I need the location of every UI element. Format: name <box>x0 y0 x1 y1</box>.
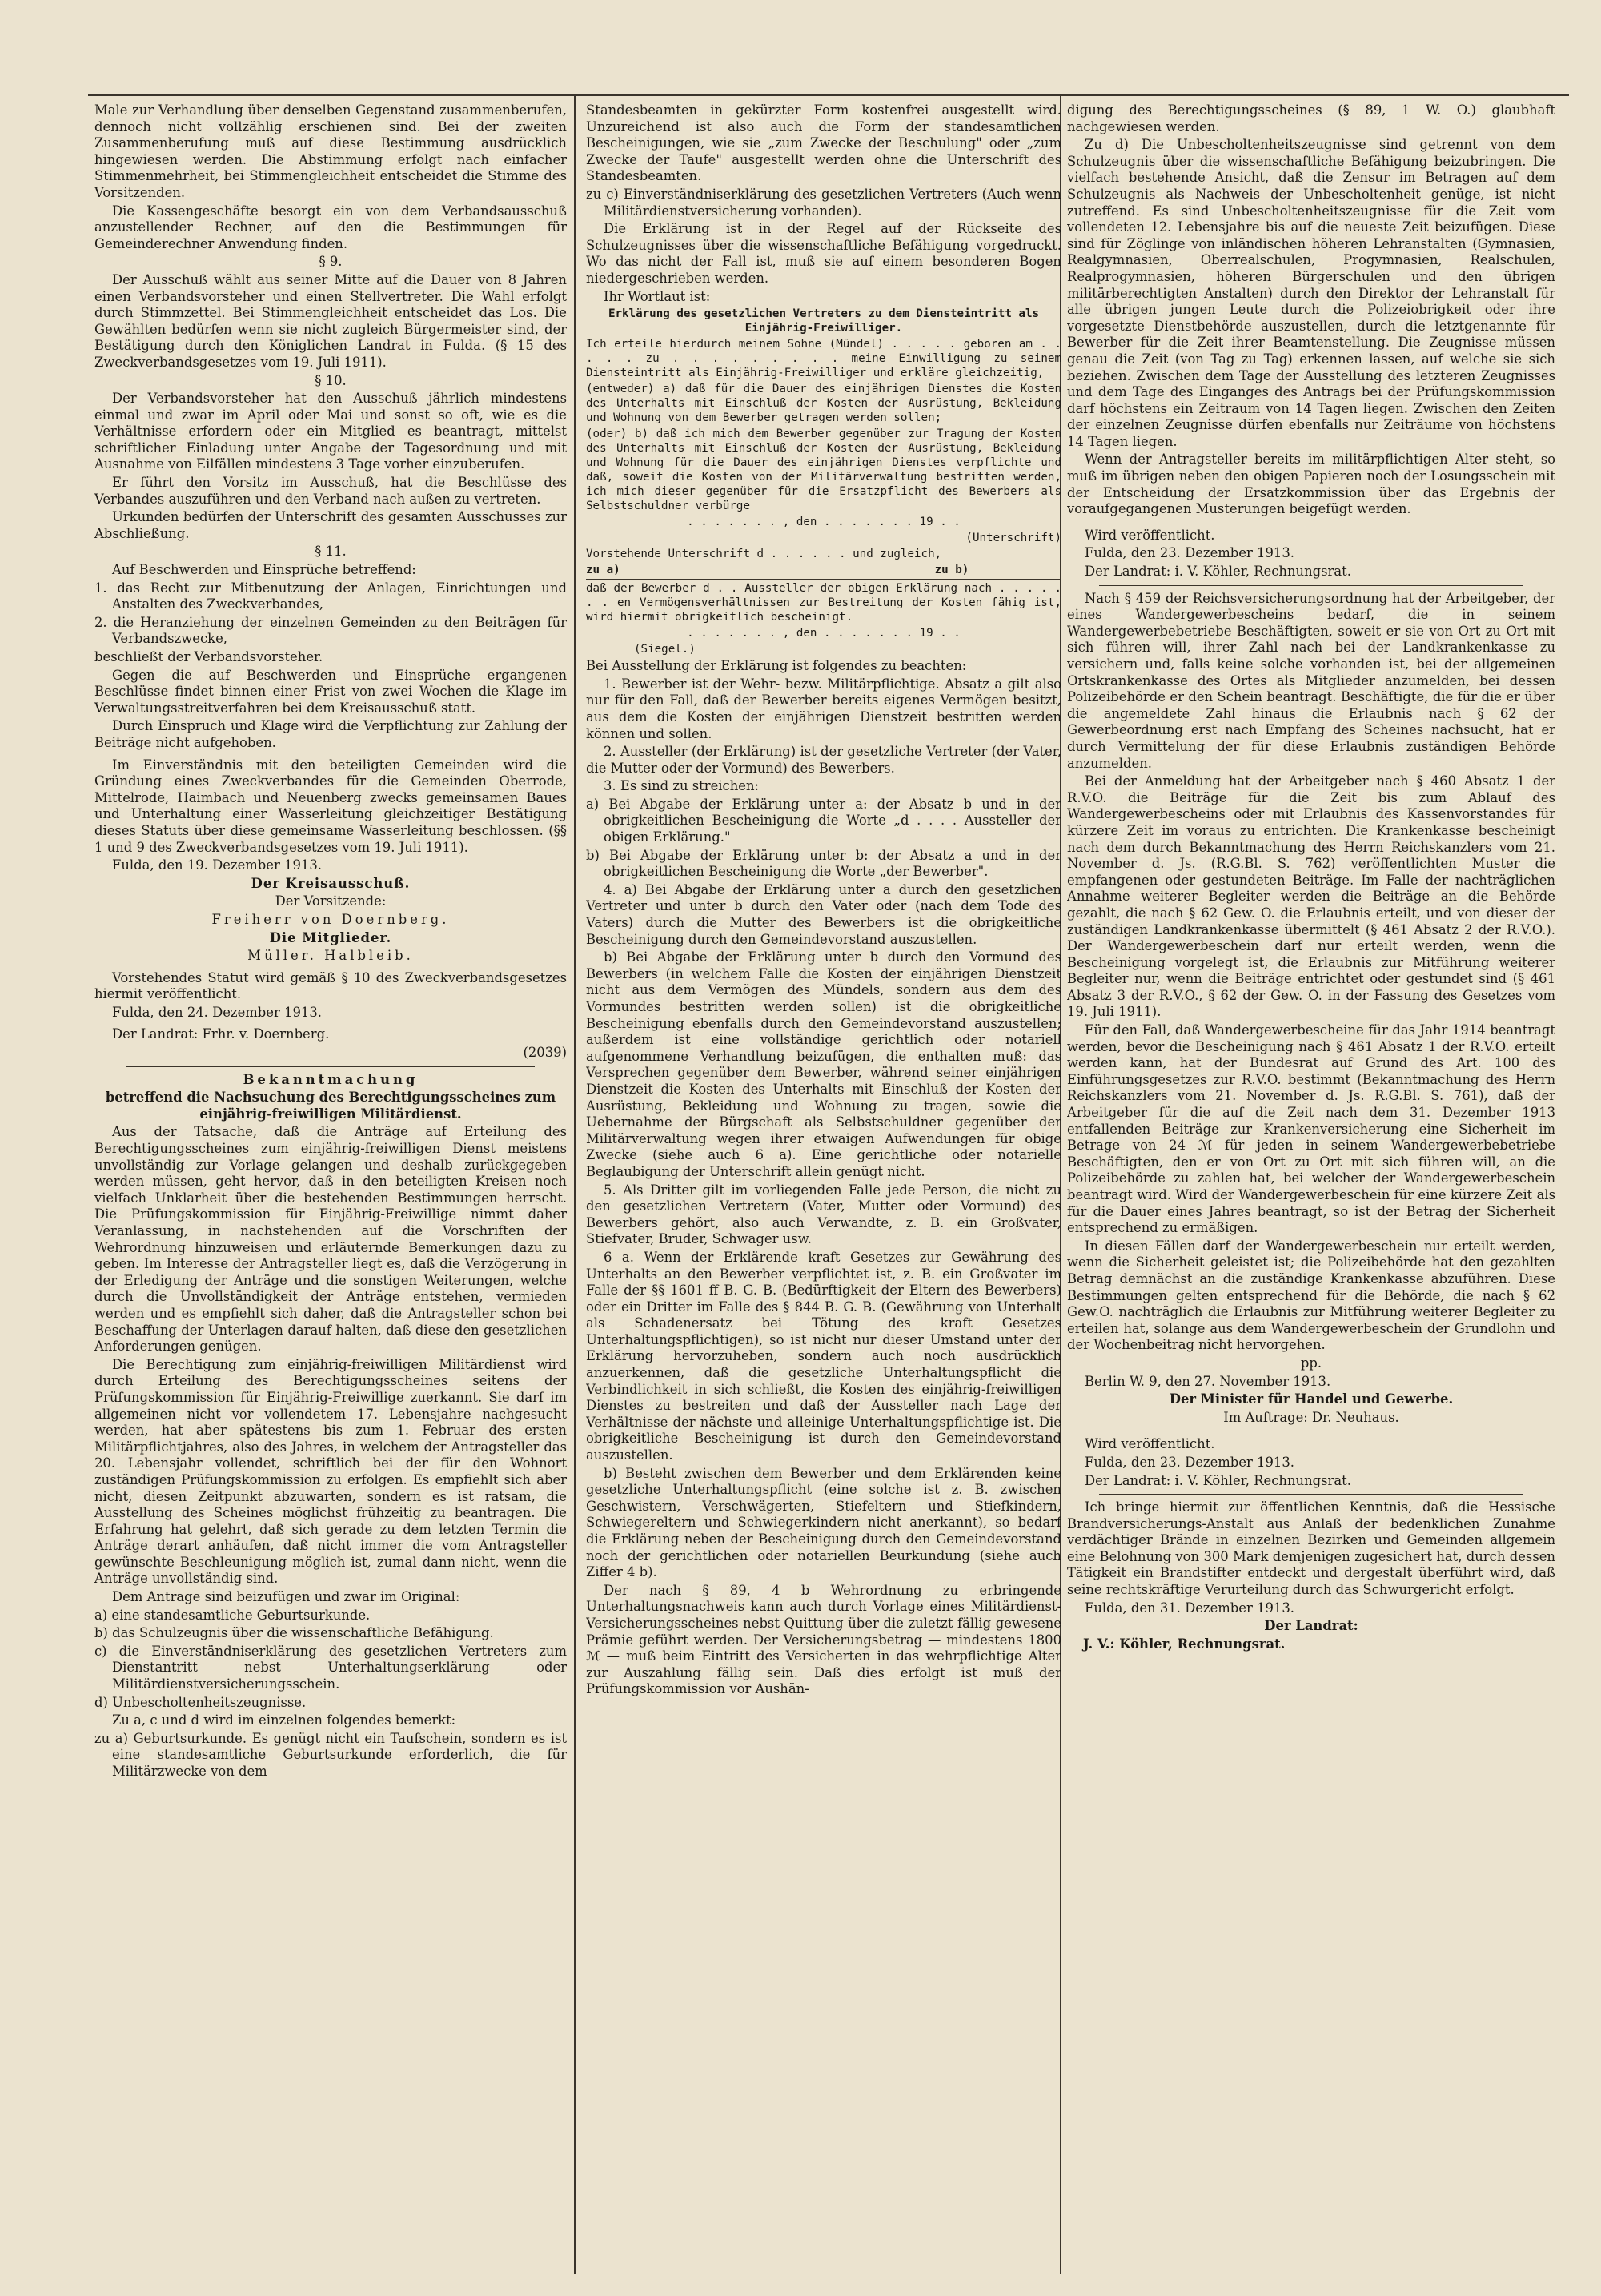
auftrag-signature: Im Auftrage: Dr. Neuhaus. <box>1223 1409 1399 1425</box>
bekanntmachung-para-1: Aus der Tatsache, daß die Anträge auf Erteilung des Berechtigungsscheines zum einjährig-freiwilligen Dienst meistens unvollständig zur Vorlage gelangen und deshalb zurückgegeben werden müssen, geht hervor, daß in den beteiligten Kreisen noch vielfach Unklarheit über die bestehenden Bestimmungen herrscht. Die Prüfungskommission für Einjährig-Freiwillige nimmt daher Veranlassung, in nachstehenden auf die Vorschriften der Wehrordnung hinzuweisen und erläuternde Bemerkungen dazu zu geben. Im Interesse der Antragsteller liegt es, daß die Verzögerung in der Erledigung der Anträge und die sonstigen Weiterungen, welche durch die Unvollständigkeit der Anträge entstehen, vermieden werden und es empfiehlt sich daher, daß die Antragsteller schon bei Beschaffung der Unterlagen darauf halten, daß diese den gesetzlichen Anforderungen genügen. <box>94 1124 567 1355</box>
veroeffentlicht-2: Wird veröffentlicht. <box>1085 1436 1215 1452</box>
landrat-3-label: Der Landrat: <box>1264 1618 1358 1634</box>
zu-d: Zu d) Die Unbescholtenheitszeugnisse sind getrennt von dem Schulzeugnis über die wissenschaftliche Befähigung beizubringen. Die vielfach bestehende Ansicht, daß die Zensur im Betragen auf dem Schulzeugnis als Nachweis der Unbescholtenheit genüge, ist nicht zutreffend. Es sind Unbescholtenheitszeugnisse für die Zeit vom vollendeten 12. Lebensjahre bis auf die neueste Zeit beizufügen. Diese sind für Zöglinge von inländischen höheren Lehranstalten (Gymnasien, Realgymnasien, Oberrealschulen, Progymnasien, Realschulen, Realprogymnasien, höheren Bürgerschulen und den übrigen militärberechtigten Anstalten) durch den Direktor der Lehranstalt für alle übrigen jungen Leute durch die Polizeiobrigkeit oder ihre vorgesetzte Dienstbehörde auszustellen, durch die letztgenannte für Bewerber für die Zeit ihrer Beamtenstellung. Die Zeugnisse müssen genau die Zeit (von Tag zu Tag) erkennen lassen, auf welche sie sich beziehen. Zwischen dem Tage der Ausstellung des letzteren Zeugnisses und dem Tage des Einganges des Antrags bei der Prüfungskommission darf höchstens ein Zeitraum von 14 Tagen liegen. Zwischen den Zeiten der einzelnen Zeugnisse dürfen ebenfalls nur Zeiträume von höchstens 14 Tagen liegen. <box>1067 137 1555 449</box>
column-rule-1 <box>574 96 576 2274</box>
date-4: Fulda, den 23. Dezember 1913. <box>1085 1454 1294 1470</box>
landrat-3-name: J. V.: Köhler, Rechnungsrat. <box>1083 1636 1286 1652</box>
attachment-c: c) die Einverständniserklärung des gesetzlichen Vertreters zum Dienstantritt nebst Unterhaltungserklärung oder Militärdienstversicherungsschein. <box>94 1643 567 1692</box>
berlin-date: Berlin W. 9, den 27. November 1913. <box>1085 1373 1331 1389</box>
form-seal: (Siegel.) <box>634 643 696 656</box>
note-3a: a) Bei Abgabe der Erklärung unter a: der Absatz b und in der obrigkeitlichen Bescheinigung die Worte „d . . . . Aussteller der obigen Erklärung." <box>586 796 1061 845</box>
form-line-3: (oder) b) daß ich mich dem Bewerber gegenüber zur Tragung der Kosten des Unterhalts mit Einschluß der Kosten der Ausrüstung, Bekleidung und Wohnung für die Dauer des einjährigen Dienstes verpflichte und daß, soweit die Kosten von der Militärverwaltung bestritten werden, ich mich dieser gegenüber für die Ersatzpflicht des Bewerbers als Selbstschuldner verbürge <box>586 427 1061 513</box>
ausstellung-note: Bei Ausstellung der Erklärung ist folgendes zu beachten: <box>586 658 967 674</box>
column-3 <box>1067 102 1555 2272</box>
paragraph-faelle: In diesen Fällen darf der Wandergewerbeschein nur erteilt werden, wenn die Sicherheit geleistet ist; die Polizeibehörde hat den gezahlten Betrag demnächst an die zuständige Krankenkasse abzuführen. Diese Bestimmungen gelten entsprechend für die Behörde, die nach § 62 Gew.O. nachträglich die Erlaubnis zur Mitführung weiterer Begleiter zu erteilen hat, solange aus dem Wandergewerbeschein der Grundlohn und der Wochenbeitrag nicht hervorgehen. <box>1067 1238 1555 1353</box>
attachment-b: b) das Schulzeugnis über die wissenschaftliche Befähigung. <box>94 1625 494 1641</box>
statute-kassen: Die Kassengeschäfte besorgt ein von dem Verbandsausschuß anzustellender Rechner, auf den die Bestimmungen für Gemeinderechner Anwendung finden. <box>94 203 567 251</box>
militaerpflichtig-text: Wenn der Antragsteller bereits im militärpflichtigen Alter steht, so muß im übrigen neben den obigen Papieren noch der Losungsschein mit der Entscheidung der Ersatzkommission über das Ergebnis der voraufgegangenen Musterungen beigefügt werden. <box>1067 452 1555 517</box>
note-6a: 6 a. Wenn der Erklärende kraft Gesetzes zur Gewährung des Unterhalts an den Bewerber verpflichtet ist, z. B. ein Großvater im Falle der §§ 1601 ff B. G. B. (Bedürftigkeit der Eltern des Bewerbers) oder ein Dritter im Falle des § 844 B. G. B. (Gewährung von Unterhalt als Schadenersatz bei Tötung des kraft Gesetzes Unterhaltungspflichtigen), so ist nicht nur dieser Umstand unter der Erklärung hervorzuheben, sondern auch noch ausdrücklich anzuerkennen, daß die gesetzliche Unterhaltungspflicht die Verbindlichkeit in sich schließt, die Kosten des einjährig-freiwilligen Dienstes zu bestreiten und daß der Aussteller nach Lage der Verhältnisse der nächste und alleinige Unterhaltungspflichtige ist. Die obrigkeitliche Bescheinigung ist durch den Gemeindevorstand auszustellen. <box>586 1249 1061 1463</box>
form-zu-labels: zu a) zu b) <box>586 564 969 577</box>
section-10-text-3: Urkunden bedürfen der Unterschrift des gesamten Ausschusses zur Abschließung. <box>94 509 567 541</box>
wortlaut-label: Ihr Wortlaut ist: <box>604 288 711 304</box>
paragraph-460: Bei der Anmeldung hat der Arbeitgeber nach § 460 Absatz 1 der R.V.O. die Beiträge für die Zeit bis zum Ablauf des Wandergewerbescheins oder mit Erlaubnis des Kassenvorstandes für kürzere Zeit im voraus zu entrichten. Die Krankenkasse bescheinigt nach dem durch Bekanntmachung des Herrn Reichskanzlers vom 21. November d. Js. (R.G.Bl. S. 762) veröffentlichten Muster die empfangenen oder gestundeten Beiträge. Im Falle der nachträglichen Annahme weiterer Begleiter werden die Beiträge an die Behörde gezahlt, die nach § 62 Gew. O. die Erlaubnis erteilt, und von dieser der zuständigen Landkrankenkasse übermittelt (§ 461 Absatz 2 der R.V.O.). Der Wandergewerbeschein darf nur erteilt werden, wenn die Bescheinigung vorgelegt ist, die Erlaubnis zur Mitführung weiterer Begleiter nur, wenn die Beiträge entrichtet oder gestundet sind (§ 461 Absatz 3 der R.V.O., § 62 der Gew. O. in der Fassung des Gesetzes vom 19. Juli 1911). <box>1067 773 1555 1020</box>
col2-continuation: Standesbeamten in gekürzter Form kostenfrei ausgestellt wird. Unzureichend ist also auch die Form der standesamtlichen Bescheinigungen, wie sie „zum Zwecke der Beschulung" oder „zum Zwecke der Taufe" ausgestellt werden ohne die Unterschrift des Standesbeamten. <box>586 102 1061 184</box>
section-11-after: beschließt der Verbandsvorsteher. <box>94 649 323 664</box>
pp-label: pp. <box>1300 1355 1322 1371</box>
section-11-intro: Auf Beschwerden und Einsprüche betreffend: <box>112 562 416 578</box>
note-4a: 4. a) Bei Abgabe der Erklärung unter a durch den gesetzlichen Vertreter und unter b durch den Vater oder (nach dem Tode des Vaters) durch die Mutter des Bewerbers ist die obrigkeitliche Bescheinigung durch den Gemeindevorstand auszustellen. <box>586 881 1061 947</box>
veroeffentlicht-1: Wird veröffentlicht. <box>1085 527 1215 543</box>
form-line-2: (entweder) a) daß für die Dauer des einjährigen Dienstes die Kosten des Unterhalts mit Einschluß der Kosten der Ausrüstung, Bekleidung und Wohnung von dem Bewerber getragen werden sollen; <box>586 383 1061 425</box>
form-separator <box>586 579 1061 580</box>
minister-heading: Der Minister für Handel und Gewerbe. <box>1169 1391 1454 1407</box>
bekanntmachung-subtitle: betreffend die Nachsuchung des Berechtigungsscheines zum einjährig-freiwilligen Militärdienst. <box>105 1090 556 1122</box>
einverstaendnis-text: Im Einverständnis mit den beteiligten Gemeinden wird die Gründung eines Zweckverbandes für die Gemeinden Oberrode, Mittelrode, Haimbach und Neuenberg zwecks gemeinsamen Baues und Unterhaltung einer Wasserleitung gleichzeitiger Bestätigung dieses Statuts über diese gemeinsame Wasserleitung beschlossen. (§§ 1 und 9 des Zweckverbandsgesetzes vom 19. Juli 1911). <box>94 757 567 855</box>
note-3b: b) Bei Abgabe der Erklärung unter b: der Absatz a und in der obrigkeitlichen Bescheinigung die Worte „der Bewerber". <box>586 847 1061 880</box>
landrat-2: Der Landrat: i. V. Köhler, Rechnungsrat. <box>1085 1472 1351 1488</box>
note-6b: b) Besteht zwischen dem Bewerber und dem Erklärenden keine gesetzliche Unterhaltungspflicht (eine solche ist z. B. zwischen Geschwistern, Verschwägerten, Stiefeltern und Stiefkindern, Schwiegereltern und Schwiegerkindern nicht anerkannt), so bedarf die Erklärung neben der Bescheinigung durch den Gemeindevorstand noch der gerichtlichen oder notariellen Beurkundung (siehe auch Ziffer 4 b). <box>586 1465 1061 1580</box>
bekanntmachung-title: Bekanntmachung <box>243 1071 419 1087</box>
section-11-heading: § 11. <box>315 544 347 560</box>
date-3: Fulda, den 23. Dezember 1913. <box>1085 545 1294 561</box>
mitglieder-names: Müller. Halbleib. <box>247 948 414 964</box>
form-date-line-2: . . . . . . . , den . . . . . . . 19 . . <box>687 627 961 640</box>
vorsitzende-label: Der Vorsitzende: <box>275 893 387 909</box>
form-signature: (Unterschrift) <box>965 532 1061 545</box>
section-9-heading: § 9. <box>319 254 343 270</box>
separator-4 <box>1099 1494 1523 1495</box>
note-7: Der nach § 89, 4 b Wehrordnung zu erbringende Unterhaltungsnachweis kann auch durch Vorlage eines Militärdienst-Versicherungsscheines nebst Quittung über die zuletzt fällig gewesene Prämie geführt werden. Der Versicherungsbetrag — mindestens 1800 ℳ — muß beim Eintritt des Versicherten in das wehrpflichtige Alter zur Auszahlung fällig sein. Daß dies erfolgt ist muß der Prüfungskommission vor Aushän- <box>586 1582 1061 1697</box>
paragraph-459: Nach § 459 der Reichsversicherungsordnung hat der Arbeitgeber, der eines Wandergewerbescheins bedarf, die in seinem Wandergewerbebetriebe Beschäftigten, soweit er sie von Ort zu Ort mit sich führen will, ihrer Zahl nach bei der Landkrankenkasse zu versichern und, falls keine solche vorhanden ist, bei der allgemeinen Ortskrankenkasse des Ortes als Mitglieder anzumelden, bei dessen Polizeibehörde er den Schein beantragt. Beschäftigte, die für die er über die angemeldete Zahl hinaus die Erlaubnis nach § 62 der Gewerbeordnung erst nach Empfang des Scheines nachsucht, hat er durch Vermittelung der für diese Erlaubnis zuständigen Behörde anzumelden. <box>1067 590 1555 771</box>
vorsitzende-name: Freiherr von Doernberg. <box>211 911 450 927</box>
date-5: Fulda, den 31. Dezember 1913. <box>1085 1600 1294 1616</box>
bekanntmachung-zu-a: zu a) Geburtsurkunde. Es genügt nicht ein Taufschein, sondern es ist eine standesamtliche Geburtsurkunde erforderlich, die für Militärzwecke von dem <box>94 1730 567 1779</box>
separator <box>126 1066 535 1067</box>
form-certification: Vorstehende Unterschrift d . . . . . . und zugleich, <box>586 548 942 561</box>
section-11-text-2: Gegen die auf Beschwerden und Einsprüche ergangenen Beschlüsse findet binnen einer Frist von zwei Wochen die Klage im Verwaltungsstreitverfahren bei dem Kreisausschuß statt. <box>94 667 567 716</box>
section-10-heading: § 10. <box>315 372 347 388</box>
bekanntmachung-para-2: Die Berechtigung zum einjährig-freiwilligen Militärdienst wird durch Erteilung des Berechtigungsscheines seitens der Prüfungskommission für Einjährig-Freiwillige zuerkannt. Sie darf im allgemeinen nicht vor vollendetem 17. Lebensjahre nachgesucht werden, hat aber spätestens bis zum 1. Februar des ersten Militärpflichtjahres, also des Jahres, in welchem der Antragsteller das 20. Lebensjahr vollendet, schriftlich bei der für den Wohnort zuständigen Prüfungskommission zu erfolgen. Es empfiehlt sich aber nicht, diesen Zeitpunkt abzuwarten, sondern es ist ratsam, die Ausstellung des Scheines möglichst frühzeitig zu beantragen. Die Erfahrung hat gelehrt, daß sich gerade zu dem letzten Termin die Anträge derart anhäufen, daß nicht immer die vom Antragsteller gewünschte Beschleunigung möglich ist, zumal dann nicht, wenn die Anträge unvollständig sind. <box>94 1356 567 1587</box>
col3-continuation: digung des Berechtigungsscheines (§ 89, 1 W. O.) glaubhaft nachgewiesen werden. <box>1067 102 1555 134</box>
landrat-1: Der Landrat: i. V. Köhler, Rechnungsrat. <box>1085 564 1351 580</box>
attachment-a: a) eine standesamtliche Geburtsurkunde. <box>94 1607 371 1623</box>
note-5: 5. Als Dritter gilt im vorliegenden Falle jede Person, die nicht zu den gesetzlichen Vertretern (Vater, Mutter oder Vormund) des Bewerbers gehört, also auch Verwandte, z. B. ein Großvater, Stiefvater, Bruder, Schwager usw. <box>586 1182 1061 1247</box>
statute-intro: Male zur Verhandlung über denselben Gegenstand zusammenberufen, dennoch nicht vollzählig erschienen sind. Bei der zweiten Zusammenberufung muß auf diese Bestimmung ausdrücklich hingewiesen werden. Die Abstimmung erfolgt nach einfacher Stimmenmehrheit, bei Stimmengleichheit entscheidet die Stimme des Vorsitzenden. <box>94 102 567 200</box>
attachment-d: d) Unbescholtenheitszeugnisse. <box>94 1694 307 1710</box>
separator-2 <box>1099 585 1523 586</box>
section-9-text: Der Ausschuß wählt aus seiner Mitte auf die Dauer von 8 Jahren einen Verbandsvorsteher und einen Stellvertreter. Die Wahl erfolgt durch Stimmzettel. Bei Stimmengleichheit entscheidet das Los. Die Gewählten bedürfen wenn sie nicht zugleich Bürgermeister sind, der Bestätigung durch den Königlichen Landrat in Fulda. (§ 15 des Zweckverbandsgesetzes vom 19. Juli 1911). <box>94 271 567 370</box>
form-title: Erklärung des gesetzlichen Vertreters zu dem Diensteintritt als Einjährig-Freiwilliger. <box>608 307 1040 335</box>
kreisausschuss-heading: Der Kreisausschuß. <box>251 875 411 891</box>
form-date-line: . . . . . . . , den . . . . . . . 19 . . <box>687 516 961 529</box>
note-3: 3. Es sind zu streichen: <box>604 778 760 794</box>
mitglieder-label: Die Mitglieder. <box>269 929 392 945</box>
top-rule <box>88 94 1569 96</box>
bekanntmachung-para-3: Dem Antrage sind beizufügen und zwar im Original: <box>112 1589 460 1605</box>
note-2: 2. Aussteller (der Erklärung) ist der gesetzliche Vertreter (der Vater, die Mutter oder der Vormund) des Bewerbers. <box>586 744 1061 776</box>
date-2: Fulda, den 24. Dezember 1913. <box>112 1004 322 1020</box>
landrat-signature: Der Landrat: Frhr. v. Doernberg. <box>112 1026 330 1042</box>
brand-notice: Ich bringe hiermit zur öffentlichen Kenntnis, daß die Hessische Brandversicherungs-Anstalt aus Anlaß der bedenklichen Zunahme verdächtiger Brände in einzelnen Bezirken und Gemeinden allgemein eine Belohnung von 300 Mark demjenigen zugesichert hat, durch dessen Tätigkeit ein Brandstifter entdeckt und dergestalt überführt wird, daß seine rechtskräftige Verurteilung durch das Schwurgericht erfolgt. <box>1067 1499 1555 1598</box>
form-line-7: daß der Bewerber d . . Aussteller der obigen Erklärung nach . . . . . . . en Vermögensverhältnissen zur Bestreitung der Kosten fähig ist, wird hiermit obrigkeitlich bescheinigt. <box>586 582 1061 624</box>
section-10-text-2: Er führt den Vorsitz im Ausschuß, hat die Beschlüsse des Verbandes auszuführen und den Verband nach außen zu vertreten. <box>94 475 567 507</box>
vorstehend-text: Vorstehendes Statut wird gemäß § 10 des Zweckverbandsgesetzes hiermit veröffentlicht. <box>94 969 567 1002</box>
zu-c: zu c) Einverständniserklärung des gesetzlichen Vertreters (Auch wenn Militärdienstversicherung vorhanden). <box>586 186 1061 219</box>
bekanntmachung-zu: Zu a, c und d wird im einzelnen folgendes bemerkt: <box>112 1712 456 1728</box>
column-1 <box>94 102 567 2272</box>
section-10-text: Der Verbandsvorsteher hat den Ausschuß jährlich mindestens einmal und zwar im April oder Mai und sonst so oft, wie es die Verhältnisse erfordern oder ein Mitglied es beantragt, mittelst schriftlicher Einladung unter Angabe der Tagesordnung und mit Ausnahme von Eilfällen mindestens 3 Tage vorher einzuberufen. <box>94 391 567 472</box>
section-11-text-3: Durch Einspruch und Klage wird die Verpflichtung zur Zahlung der Beiträge nicht aufgehoben. <box>94 718 567 750</box>
date-1: Fulda, den 19. Dezember 1913. <box>112 857 322 873</box>
erklaerung-info: Die Erklärung ist in der Regel auf der Rückseite des Schulzeugnisses über die wissenschaftliche Befähigung vorgedruckt. Wo das nicht der Fall ist, muß sie auf einem besonderen Bogen niedergeschrieben werden. <box>586 221 1061 286</box>
form-line-1: Ich erteile hierdurch meinem Sohne (Mündel) . . . . . geboren am . . . . . zu . . . . . . . . . meine Einwilligung zu seinem Diensteintritt als Einjährig-Freiwilliger und erkläre gleichzeitig, <box>586 338 1061 380</box>
column-2 <box>586 102 1061 2272</box>
notice-number: (2039) <box>523 1045 567 1061</box>
section-11-item-1: 1. das Recht zur Mitbenutzung der Anlagen, Einrichtungen und Anstalten des Zweckverbandes, <box>94 580 567 612</box>
section-11-item-2: 2. die Heranziehung der einzelnen Gemeinden zu den Beiträgen für Verbandszwecke, <box>94 614 567 647</box>
paragraph-1914: Für den Fall, daß Wandergewerbescheine für das Jahr 1914 beantragt werden, bevor die Bescheinigung nach § 461 Absatz 1 der R.V.O. erteilt werden kann, hat der Bundesrat auf Grund des Art. 100 des Einführungsgesetzes zur R.V.O. bestimmt (Bekanntmachung des Herrn Reichskanzlers vom 21. November d. Js. R.G.Bl. S. 761), daß der Arbeitgeber für die auf die Zeit nach dem 31. Dezember 1913 entfallenden Beiträge zur Krankenversicherung eine Sicherheit im Betrage von 24 ℳ für jeden in seinem Wandergewerbebetriebe Beschäftigten, den er von Ort zu Ort mit sich führen will, an die Polizeibehörde zu zahlen hat, bei welcher der Wandergewerbeschein beantragt wird. Wird der Wandergewerbeschein für eine kürzere Zeit als für die Dauer eines Jahres beantragt, so ist der Betrag der Sicherheit entsprechend zu ermäßigen. <box>1067 1022 1555 1236</box>
note-4b: b) Bei Abgabe der Erklärung unter b durch den Vormund des Bewerbers (in welchem Falle die Kosten der einjährigen Dienstzeit nicht aus dem Vermögen des Mündels, sondern aus dem des Vormundes bestritten werden sollen) ist die obrigkeitliche Bescheinigung ebenfalls durch den Gemeindevorstand auszustellen; außerdem ist eine vollständige gerichtlich oder notariell aufgenommene Verhandlung beizufügen, die enthalten muß: das Versprechen gegenüber dem Bewerber, während seiner einjährigen Dienstzeit die Kosten des Unterhalts mit Einschluß der Kosten der Ausrüstung, Bekleidung und Wohnung zu tragen, sowie die Uebernahme der Bürgschaft als Selbstschuldner gegenüber der Militärverwaltung wegen ihrer etwaigen Aufwendungen für obige Zwecke (siehe auch 6 a). Eine gerichtliche oder notarielle Beglaubigung der Unterschrift allein genügt nicht. <box>586 949 1061 1179</box>
note-1: 1. Bewerber ist der Wehr- bezw. Militärpflichtige. Absatz a gilt also nur für den Fall, daß der Bewerber bereits eigenes Vermögen besitzt, aus dem die Kosten der einjährigen Dienstzeit bestritten werden können und sollen. <box>586 676 1061 741</box>
